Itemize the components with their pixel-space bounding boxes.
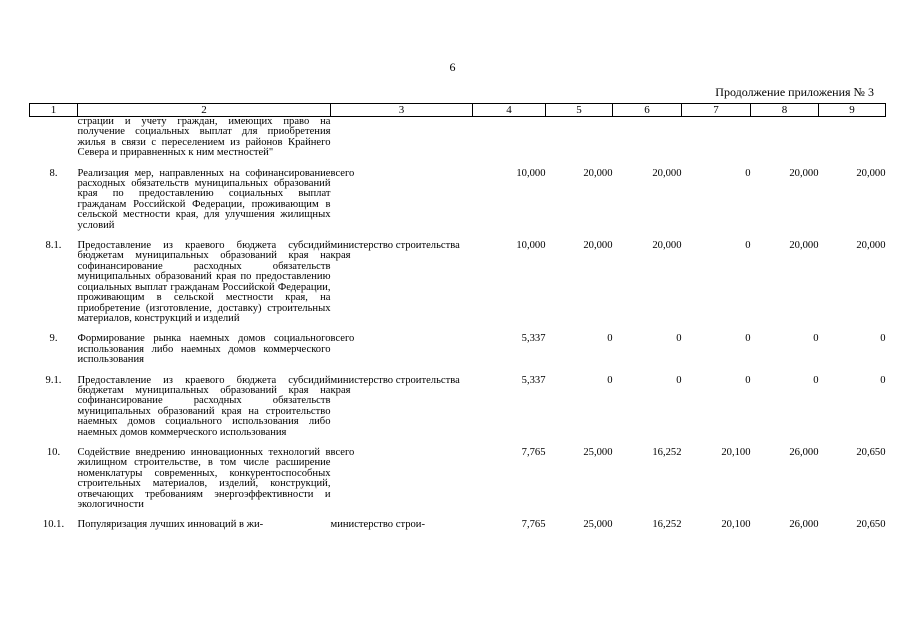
row-value-col9: 20,650 — [856, 446, 886, 458]
row-value-col4: 5,337 — [521, 333, 546, 345]
row-executor: министерство строи- — [330, 519, 426, 531]
row-value-col9: 20,650 — [856, 519, 886, 531]
row-executor: министерство строительства края — [330, 374, 460, 396]
row-value-col7: 0 — [745, 333, 751, 345]
row-value-col8: 20,000 — [789, 167, 819, 179]
row-executor: всего — [330, 446, 355, 458]
row-value-col5: 0 — [607, 374, 613, 386]
row-number: 9.1. — [45, 374, 62, 386]
column-header-3: 3 — [331, 104, 473, 117]
row-value-col5: 0 — [607, 333, 613, 345]
table-row — [30, 334, 886, 365]
column-header-1: 1 — [30, 104, 78, 117]
row-value-col9: 0 — [880, 333, 886, 345]
row-value-col4: 5,337 — [521, 374, 546, 386]
row-description: Предоставление из краевого бюджета субсидий бюджетам муниципальных образований края на софинансирование расходных обязательств муниципальных образований края по предоставлению социальных выплат гражданам Российской Федерации, проживающим в сельской местности края, на приобретение (изготовление, доставку) строительных материалов, конструкций и изделий — [77, 240, 331, 324]
row-number: 10.1. — [42, 519, 65, 531]
row-value-col8: 26,000 — [789, 446, 819, 458]
table-row-lead — [30, 117, 886, 159]
appendix-continuation-label: Продолжение приложения № 3 — [715, 85, 874, 99]
row-value-col5: 20,000 — [583, 167, 613, 179]
row-value-col7: 0 — [745, 240, 751, 252]
table-row — [30, 241, 886, 324]
row-executor: всего — [330, 167, 355, 179]
row-number: 9. — [49, 333, 58, 345]
row-executor: министерство строительства края — [330, 240, 460, 262]
row-value-col6: 0 — [676, 333, 682, 345]
column-header-5: 5 — [546, 104, 613, 117]
row-description: Предоставление из краевого бюджета субсидий бюджетам муниципальных образований края на софинансирование расходных обязательств муниципальных образований края на строительство наемных домов социального использования либо наемных домов коммерческого использования — [77, 374, 331, 438]
row-value-col6: 16,252 — [652, 446, 682, 458]
row-description: страции и учету граждан, имеющих право на получение социальных выплат для приобретения жилья в связи с переселением из районов Крайнего Севера и приравненных к ним местностей" — [77, 116, 331, 159]
table-header-row — [30, 104, 886, 117]
row-number: 8. — [49, 167, 58, 179]
row-value-col8: 0 — [813, 374, 819, 386]
row-value-col8: 0 — [813, 333, 819, 345]
row-value-col5: 20,000 — [583, 240, 613, 252]
table-row — [30, 520, 886, 530]
row-value-col6: 16,252 — [652, 519, 682, 531]
column-header-6: 6 — [613, 104, 682, 117]
row-value-col6: 0 — [676, 374, 682, 386]
row-value-col7: 0 — [745, 167, 751, 179]
row-value-col4: 7,765 — [521, 446, 546, 458]
row-number: 10. — [46, 446, 61, 458]
column-header-9: 9 — [819, 104, 886, 117]
row-value-col6: 20,000 — [652, 240, 682, 252]
row-description: Популяризация лучших инноваций в жи- — [77, 519, 264, 531]
row-description: Формирование рынка наемных домов социального использования либо наемных домов коммерческого использования — [77, 333, 331, 366]
row-value-col4: 10,000 — [516, 167, 546, 179]
column-header-7: 7 — [682, 104, 751, 117]
table-row — [30, 169, 886, 231]
row-value-col4: 7,765 — [521, 519, 546, 531]
column-header-2: 2 — [78, 104, 331, 117]
program-measures-table — [29, 103, 886, 531]
page-number: 6 — [449, 60, 456, 74]
row-description: Реализация мер, направленных на софинансирование расходных обязательств муниципальных образований края по предоставлению социальных выплат гражданам Российской Федерации, проживающим в сельской местности края, для улучшения жилищных условий — [77, 167, 331, 231]
row-number: 8.1. — [45, 240, 62, 252]
row-value-col5: 25,000 — [583, 446, 613, 458]
row-value-col4: 10,000 — [516, 240, 546, 252]
row-description: Содействие внедрению инновационных технологий в жилищном строительстве, в том числе расширение номенклатуры современных, конкурентоспособных строительных материалов, изделий, конструкций, отвечающих требованиям энергоэффективности и экологичности — [77, 446, 331, 510]
row-value-col7: 0 — [745, 374, 751, 386]
column-header-4: 4 — [473, 104, 546, 117]
column-header-8: 8 — [751, 104, 819, 117]
table-row — [30, 376, 886, 438]
table-row — [30, 448, 886, 510]
row-value-col9: 20,000 — [856, 167, 886, 179]
row-value-col6: 20,000 — [652, 167, 682, 179]
row-value-col5: 25,000 — [583, 519, 613, 531]
row-value-col8: 26,000 — [789, 519, 819, 531]
row-value-col9: 20,000 — [856, 240, 886, 252]
row-executor: всего — [330, 333, 355, 345]
row-value-col9: 0 — [880, 374, 886, 386]
row-value-col7: 20,100 — [721, 519, 751, 531]
row-value-col8: 20,000 — [789, 240, 819, 252]
row-value-col7: 20,100 — [721, 446, 751, 458]
